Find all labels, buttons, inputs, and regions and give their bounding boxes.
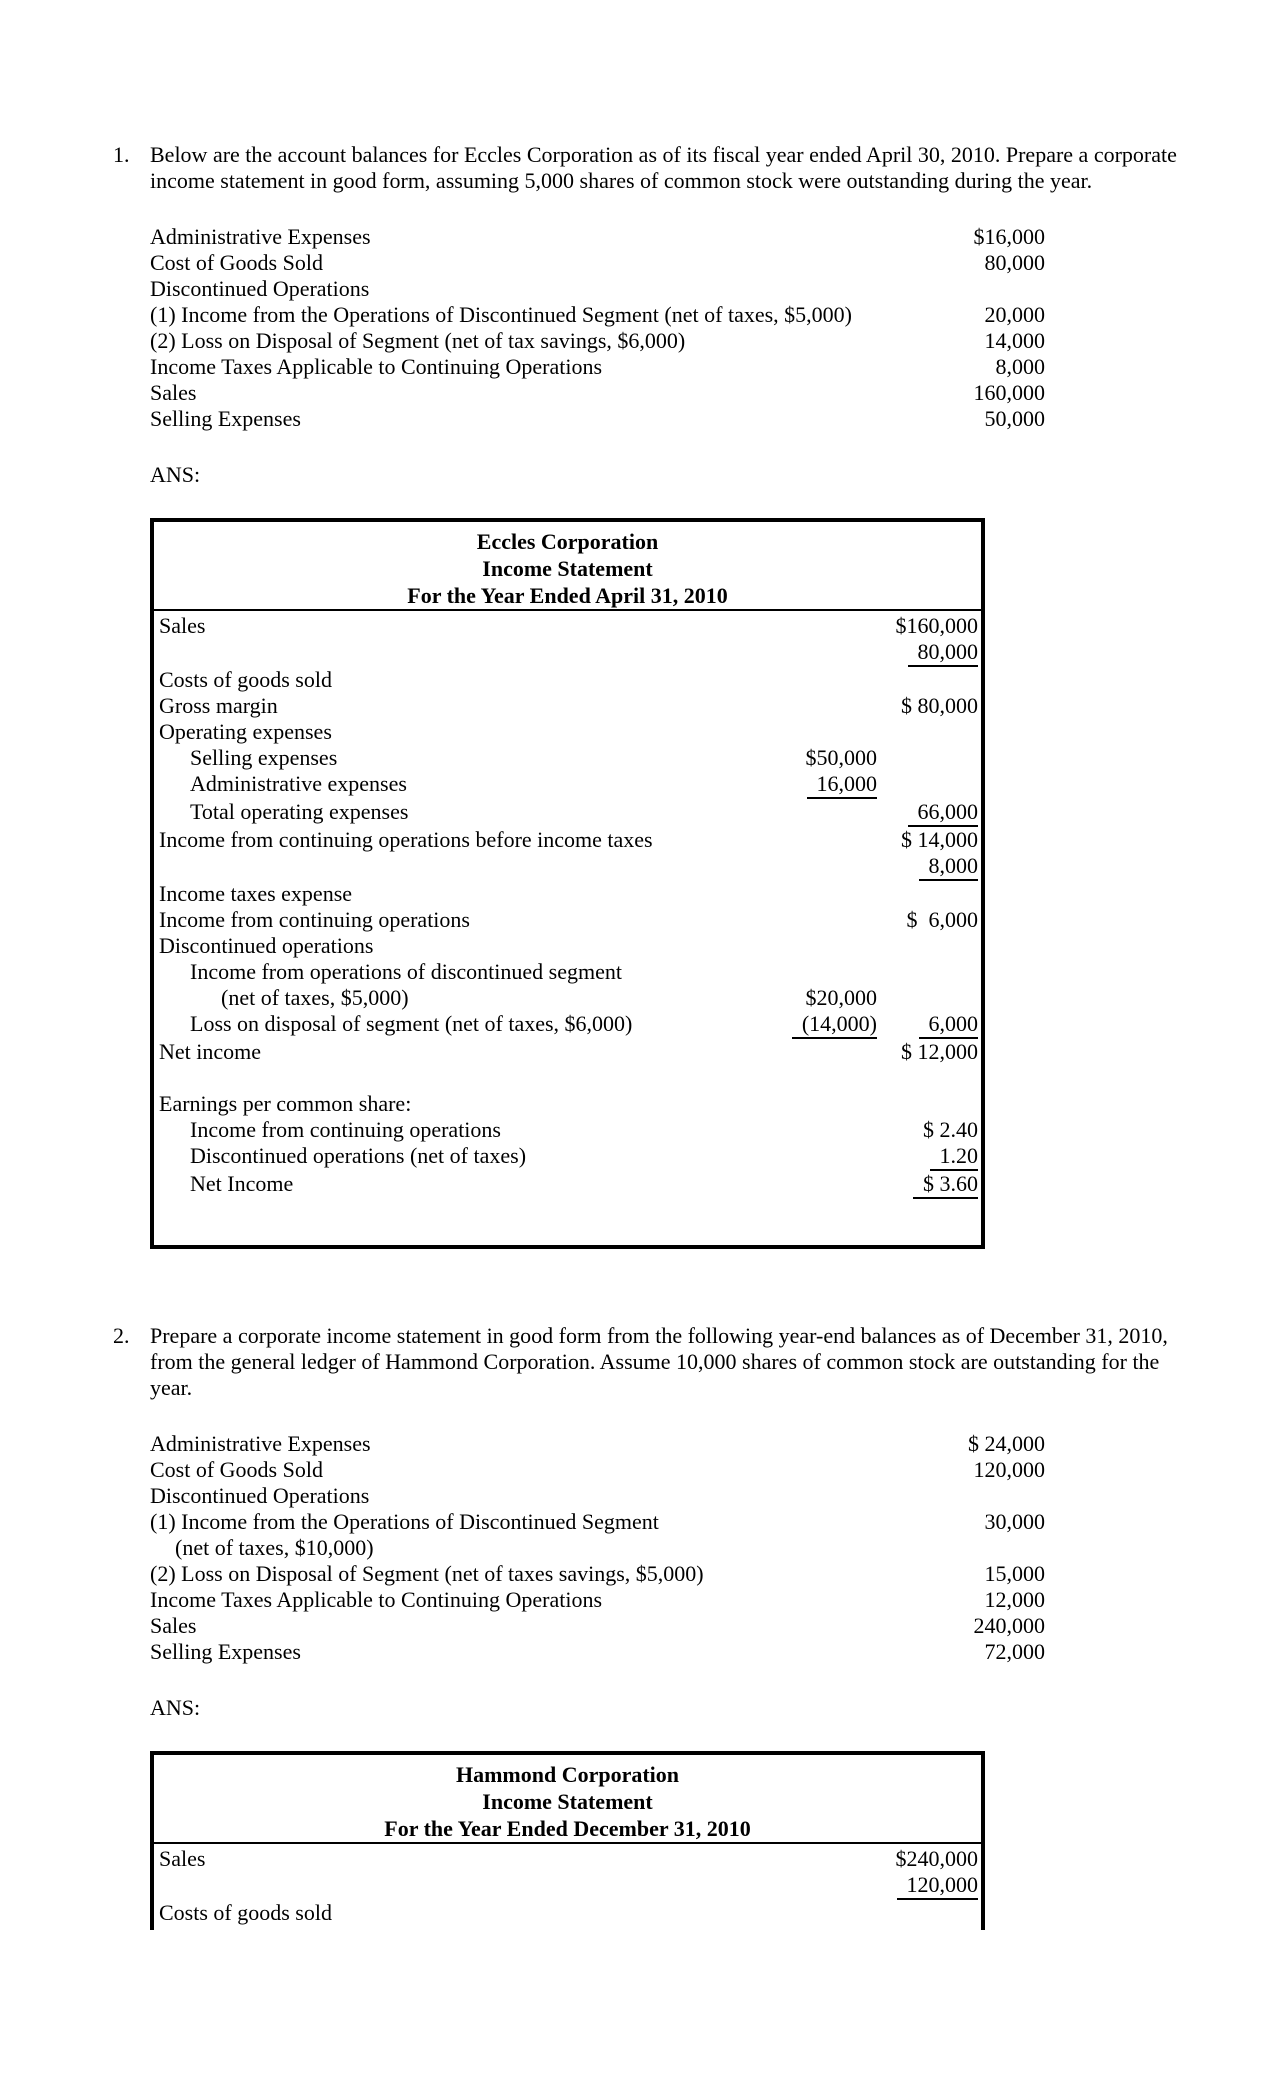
- statement-row: [154, 881, 981, 907]
- amount-text: $50,000: [805, 745, 877, 770]
- statement-row: [154, 827, 981, 853]
- statement-row-label: [154, 853, 762, 881]
- statement-row-label: Administrative expenses: [190, 771, 407, 796]
- statement-amount-col1: [762, 1171, 877, 1199]
- statement-rows: [154, 611, 981, 1245]
- statement-row: [154, 985, 981, 1011]
- balance-label: Cost of Goods Sold: [150, 1457, 323, 1482]
- statement-row: [154, 613, 981, 639]
- statement-amount-col2: [877, 881, 981, 907]
- balance-label: Discontinued Operations: [150, 1483, 370, 1508]
- amount-text: $ 3.60: [913, 1171, 978, 1199]
- balance-row: [150, 406, 1045, 432]
- statement-amount-col2: [877, 827, 981, 853]
- amount-text: $ 6,000: [906, 907, 978, 932]
- balance-amount: 20,000: [984, 302, 1045, 327]
- answer-label: ANS:: [150, 462, 201, 487]
- statement-amount-col1: [762, 933, 877, 959]
- balance-row: [150, 1431, 1045, 1457]
- amount-text: $ 14,000: [901, 827, 978, 852]
- statement-amount-col1: [762, 719, 877, 745]
- statement-row-label: Sales: [159, 1846, 206, 1871]
- balance-label: Selling Expenses: [150, 1639, 301, 1664]
- statement-row-label: Net income: [159, 1039, 262, 1064]
- statement-amount-col1: [762, 853, 877, 881]
- statement-row: [154, 1143, 981, 1171]
- balance-amount: 30,000: [984, 1509, 1045, 1534]
- statement-row-label: Income from continuing operations: [190, 1117, 501, 1142]
- statement-amount-col2: [877, 959, 981, 985]
- statement-row-label: Total operating expenses: [190, 799, 409, 824]
- statement-amount-col2: [877, 985, 981, 1011]
- statement-amount-col2: [877, 639, 981, 667]
- statement-rows: [154, 1844, 981, 1930]
- balance-row: [150, 354, 1045, 380]
- statement-row-label: Costs of goods sold: [159, 1900, 332, 1925]
- statement-row: [154, 853, 981, 881]
- balance-amount: 8,000: [995, 354, 1045, 379]
- balance-label: Sales: [150, 1613, 197, 1638]
- balance-row: [150, 1561, 1045, 1587]
- statement-row: [154, 959, 981, 985]
- statement-row: [154, 1117, 981, 1143]
- statement-row: [154, 1065, 981, 1091]
- statement-row-label: Selling expenses: [190, 745, 338, 770]
- balance-amount: 50,000: [984, 406, 1045, 431]
- statement-amount-col1: [762, 907, 877, 933]
- account-balances-list: [150, 1431, 1045, 1665]
- balance-label: (1) Income from the Operations of Discontinued Segment: [150, 1509, 659, 1534]
- statement-amount-col1: [762, 613, 877, 639]
- statement-amount-col1: [762, 1091, 877, 1117]
- statement-amount-col2: [877, 853, 981, 881]
- balance-row: [150, 1483, 1045, 1509]
- balance-row: [150, 1639, 1045, 1665]
- statement-amount-col1: [762, 745, 877, 771]
- statement-row: [154, 1039, 981, 1065]
- statement-row: [154, 1872, 981, 1900]
- statement-amount-col2: [877, 1117, 981, 1143]
- statement-amount-col2: [877, 907, 981, 933]
- statement-amount-col1: [762, 1143, 877, 1171]
- balance-amount: $ 24,000: [968, 1431, 1045, 1456]
- balance-amount: 12,000: [984, 1587, 1045, 1612]
- statement-amount-col2: [877, 1846, 981, 1872]
- statement-amount-col2: [877, 719, 981, 745]
- balance-row: [150, 276, 1045, 302]
- statement-amount-col2: [877, 693, 981, 719]
- statement-amount-col2: [877, 1143, 981, 1171]
- balance-amount: $16,000: [973, 224, 1045, 249]
- balance-row: [150, 1509, 1045, 1535]
- statement-amount-col2: [877, 933, 981, 959]
- balance-label: Income Taxes Applicable to Continuing Operations: [150, 354, 603, 379]
- balance-label: Discontinued Operations: [150, 276, 370, 301]
- statement-amount-col1: [762, 827, 877, 853]
- balance-amount: 160,000: [973, 380, 1045, 405]
- amount-text: (14,000): [792, 1011, 877, 1039]
- income-statement-box: [150, 518, 985, 1249]
- statement-amount-col1: [762, 1011, 877, 1039]
- statement-amount-col1: [762, 1900, 877, 1926]
- amount-text: 80,000: [908, 639, 979, 667]
- statement-row: [154, 639, 981, 667]
- statement-row-label: Discontinued operations (net of taxes): [190, 1143, 527, 1168]
- statement-row-label: [154, 1872, 762, 1900]
- problem-section: [113, 1323, 1185, 1930]
- statement-row: [154, 1171, 981, 1199]
- statement-row: [154, 933, 981, 959]
- statement-amount-col2: [877, 771, 981, 799]
- statement-row: [154, 771, 981, 799]
- balance-amount: 14,000: [984, 328, 1045, 353]
- statement-row-label: Earnings per common share:: [159, 1091, 412, 1116]
- balance-row: [150, 1457, 1045, 1483]
- statement-amount-col2: [877, 1872, 981, 1900]
- amount-text: $ 12,000: [901, 1039, 978, 1064]
- statement-amount-col2: [877, 1171, 981, 1199]
- balance-amount: 80,000: [984, 250, 1045, 275]
- statement-row-label: Discontinued operations: [159, 933, 374, 958]
- statement-row: [154, 719, 981, 745]
- statement-row: [154, 1846, 981, 1872]
- statement-amount-col1: [762, 693, 877, 719]
- statement-period: For the Year Ended December 31, 2010: [384, 1816, 751, 1841]
- balance-amount: 72,000: [984, 1639, 1045, 1664]
- balance-row: [150, 1587, 1045, 1613]
- statement-row: [154, 745, 981, 771]
- balance-label: Selling Expenses: [150, 406, 301, 431]
- amount-text: $ 2.40: [923, 1117, 978, 1142]
- problems-list: [113, 142, 1185, 1930]
- statement-row-label: Loss on disposal of segment (net of taxes, $6,000): [190, 1011, 633, 1036]
- balance-row: [150, 380, 1045, 406]
- statement-amount-col2: [877, 667, 981, 693]
- statement-row-label: Income from continuing operations: [159, 907, 470, 932]
- balance-label: Administrative Expenses: [150, 224, 371, 249]
- answer-label: ANS:: [150, 1695, 201, 1720]
- statement-row-label: Net Income: [190, 1171, 294, 1196]
- statement-company-name: Hammond Corporation: [455, 1762, 680, 1787]
- statement-row: [154, 667, 981, 693]
- statement-amount-col1: [762, 1846, 877, 1872]
- balance-label: Administrative Expenses: [150, 1431, 371, 1456]
- statement-row: [154, 907, 981, 933]
- statement-amount-col2: [877, 1065, 981, 1091]
- amount-text: 120,000: [897, 1872, 979, 1900]
- statement-amount-col1: [762, 667, 877, 693]
- statement-header: [154, 1755, 981, 1844]
- balance-amount: 240,000: [973, 1613, 1045, 1638]
- statement-amount-col1: [762, 771, 877, 799]
- statement-row-label: [154, 639, 762, 667]
- statement-amount-col2: [877, 799, 981, 827]
- statement-row-label: Operating expenses: [159, 719, 332, 744]
- amount-text: $ 80,000: [901, 693, 978, 718]
- amount-text: 6,000: [919, 1011, 979, 1039]
- balance-row: [150, 250, 1045, 276]
- balance-label: Sales: [150, 380, 197, 405]
- statement-company-name: Eccles Corporation: [476, 529, 659, 554]
- balance-label: (net of taxes, $10,000): [175, 1535, 374, 1560]
- balance-row: [150, 1613, 1045, 1639]
- statement-header: [154, 522, 981, 611]
- problem-prompt: Below are the account balances for Eccles Corporation as of its fiscal year ended April 30, 2010. Prepare a corporate income statement in good form, assuming 5,000 shares of common stock were outstanding during the year.: [150, 142, 1177, 193]
- statement-row-label: Sales: [159, 613, 206, 638]
- problem-prompt-row: [113, 142, 1185, 194]
- amount-text: $20,000: [805, 985, 877, 1010]
- statement-row-label: Gross margin: [159, 693, 278, 718]
- statement-title: Income Statement: [482, 556, 653, 581]
- balance-amount: 15,000: [984, 1561, 1045, 1586]
- problem-number: 1.: [113, 142, 130, 167]
- statement-amount-col2: [877, 1039, 981, 1065]
- problem-section: [113, 142, 1185, 1249]
- statement-amount-col1: [762, 1117, 877, 1143]
- statement-amount-col1: [762, 1065, 877, 1091]
- balance-row: [150, 224, 1045, 250]
- amount-text: 16,000: [807, 771, 878, 799]
- statement-row-label: Income from continuing operations before income taxes: [159, 827, 653, 852]
- account-balances-list: [150, 224, 1045, 432]
- statement-amount-col1: [762, 881, 877, 907]
- statement-row-label: [154, 1065, 762, 1091]
- statement-amount-col1: [762, 1039, 877, 1065]
- amount-text: $240,000: [895, 1846, 978, 1871]
- balance-label: Cost of Goods Sold: [150, 250, 323, 275]
- problem-prompt: Prepare a corporate income statement in good form from the following year-end balances as of December 31, 2010, from the general ledger of Hammond Corporation. Assume 10,000 shares of common stock are outstanding for the year.: [150, 1323, 1168, 1400]
- amount-text: $160,000: [895, 613, 978, 638]
- balance-label: (1) Income from the Operations of Discontinued Segment (net of taxes, $5,000): [150, 302, 852, 327]
- statement-amount-col1: [762, 799, 877, 827]
- statement-row-label: Income from operations of discontinued segment: [190, 959, 622, 984]
- problem-prompt-row: [113, 1323, 1185, 1401]
- amount-text: 1.20: [930, 1143, 979, 1171]
- balance-label: (2) Loss on Disposal of Segment (net of taxes savings, $5,000): [150, 1561, 704, 1586]
- statement-row-label: Income taxes expense: [159, 881, 353, 906]
- statement-row: [154, 693, 981, 719]
- statement-row: [154, 1011, 981, 1039]
- amount-text: 66,000: [908, 799, 979, 827]
- statement-amount-col2: [877, 613, 981, 639]
- statement-amount-col1: [762, 985, 877, 1011]
- balance-amount: 120,000: [973, 1457, 1045, 1482]
- statement-title: Income Statement: [482, 1789, 653, 1814]
- statement-row: [154, 1091, 981, 1117]
- statement-row: [154, 1900, 981, 1926]
- statement-row: [154, 799, 981, 827]
- statement-amount-col2: [877, 1011, 981, 1039]
- income-statement-box: [150, 1751, 985, 1930]
- statement-amount-col1: [762, 639, 877, 667]
- statement-period: For the Year Ended April 31, 2010: [407, 583, 728, 608]
- statement-amount-col2: [877, 745, 981, 771]
- statement-amount-col1: [762, 1872, 877, 1900]
- balance-row: [150, 1535, 1045, 1561]
- statement-amount-col2: [877, 1091, 981, 1117]
- statement-row-label: (net of taxes, $5,000): [221, 985, 409, 1010]
- problem-number: 2.: [113, 1323, 130, 1348]
- balance-row: [150, 328, 1045, 354]
- balance-label: (2) Loss on Disposal of Segment (net of tax savings, $6,000): [150, 328, 686, 353]
- statement-amount-col2: [877, 1900, 981, 1926]
- statement-amount-col1: [762, 959, 877, 985]
- amount-text: 8,000: [919, 853, 979, 881]
- balance-row: [150, 302, 1045, 328]
- balance-label: Income Taxes Applicable to Continuing Operations: [150, 1587, 603, 1612]
- statement-row-label: Costs of goods sold: [159, 667, 332, 692]
